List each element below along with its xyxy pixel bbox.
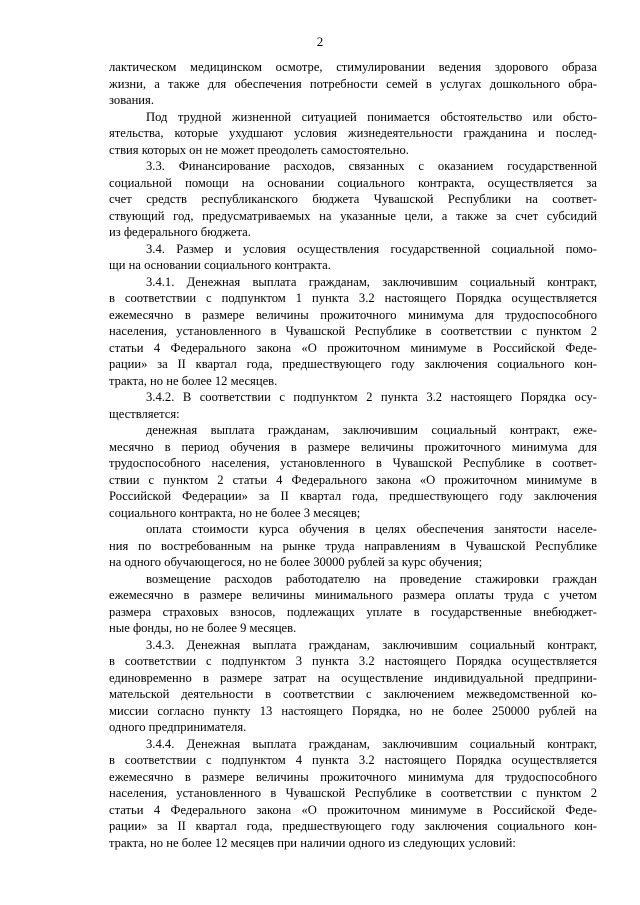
text-line: счет средств республиканского бюджета Чувашской Республики на соответ- bbox=[109, 192, 597, 206]
page-number: 2 bbox=[316, 34, 324, 49]
text-line: социального контракта, но не более 3 месяцев; bbox=[109, 505, 361, 520]
text-line: зования. bbox=[109, 93, 154, 107]
text-line: в соответствии с подпунктом 4 пункта 3.2 настоящего Порядка осуществляется bbox=[109, 753, 597, 767]
text-line: из федерального бюджета. bbox=[109, 225, 251, 239]
text-line: ежемесячно в размере величины прожиточного минимума для трудоспособного bbox=[109, 769, 597, 784]
text-line: денежная выплата гражданам, заключившим социальный контракт, еже- bbox=[146, 423, 597, 437]
text-line: ежемесячно в размере величины минимального размера оплаты труда с учетом bbox=[109, 588, 597, 602]
text-line: статьи 4 Федерального закона «О прожиточном минимуме в Российской Феде- bbox=[109, 802, 597, 817]
text-line: 3.4.1. Денежная выплата гражданам, заключившим социальный контракт, bbox=[146, 274, 597, 289]
text-line: ствия которых он не может преодолеть самостоятельно. bbox=[109, 142, 409, 157]
text-line: на одного обучающегося, но не более 30000 рублей за курс обучения; bbox=[109, 555, 483, 569]
body-text bbox=[109, 59, 597, 851]
text-line: 3.3. Финансирование расходов, связанных с оказанием государственной bbox=[146, 159, 597, 173]
text-line: лактическом медицинском осмотре, стимулировании ведения здорового образа bbox=[109, 60, 597, 74]
text-line: тракта, но не более 12 месяцев при наличии одного из следующих условий: bbox=[109, 835, 516, 850]
text-line: 3.4.3. Денежная выплата гражданам, заключившим социальный контракт, bbox=[146, 637, 597, 652]
text-line: размера страховых взносов, подлежащих уплате в государственные внебюджет- bbox=[109, 604, 597, 619]
text-line: миссии согласно пункту 13 настоящего Порядка, но не более 250000 рублей на bbox=[109, 703, 597, 718]
text-line: в соответствии с подпунктом 1 пункта 3.2 настоящего Порядка осуществляется bbox=[109, 291, 597, 305]
text-line: Российской Федерации» за II квартал года, предшествующего году заключения bbox=[109, 489, 597, 503]
text-line: единовременно в размере затрат на осуществление индивидуальной предприни- bbox=[109, 670, 597, 685]
text-line: рации» за II квартал года, предшествующего году заключения социального кон- bbox=[109, 357, 597, 371]
text-line: 3.4.2. В соответствии с подпунктом 2 пункта 3.2 настоящего Порядка осу- bbox=[146, 390, 597, 404]
text-line: в соответствии с подпунктом 3 пункта 3.2 настоящего Порядка осуществляется bbox=[109, 654, 597, 668]
text-line: жизни, а также для обеспечения потребности семей в услугах дошкольного обра- bbox=[109, 76, 597, 91]
text-line: возмещение расходов работодателю на проведение стажировки граждан bbox=[146, 571, 597, 586]
text-line: населения, установленного в Чувашской Республике в соответствии с пунктом 2 bbox=[109, 786, 597, 800]
text-line: ежемесячно в размере величины прожиточного минимума для трудоспособного bbox=[109, 307, 597, 322]
text-line: рации» за II квартал года, предшествующего году заключения социального кон- bbox=[109, 819, 597, 833]
text-line: ствии с пунктом 2 статьи 4 Федерального закона «О прожиточном минимуме в bbox=[109, 472, 597, 487]
text-line: 3.4. Размер и условия осуществления государственной социальной помо- bbox=[146, 241, 597, 256]
text-line: тракта, но не более 12 месяцев. bbox=[109, 373, 278, 388]
text-line: ствующий год, предусматриваемых на указанные цели, а также за счет субсидий bbox=[109, 208, 597, 223]
text-line: одного предпринимателя. bbox=[109, 720, 247, 734]
text-line: ные фонды, но не более 9 месяцев. bbox=[109, 621, 297, 635]
text-line: месячно в период обучения в размере величины прожиточного минимума для bbox=[109, 439, 597, 454]
text-line: Под трудной жизненной ситуацией понимается обстоятельство или обсто- bbox=[146, 109, 597, 124]
text-line: оплата стоимости курса обучения в целях обеспечения занятости населе- bbox=[146, 522, 597, 536]
text-line: социальной помощи на основании социального контракта, осуществляется за bbox=[109, 175, 597, 190]
text-line: ния по востребованным на рынке труда направлениям в Чувашской Республике bbox=[109, 538, 597, 553]
text-line: населения, установленного в Чувашской Республике в соответствии с пунктом 2 bbox=[109, 324, 597, 338]
text-line: щи на основании социального контракта. bbox=[109, 258, 331, 272]
text-line: трудоспособного населения, установленного в Чувашской Республике в соответ- bbox=[109, 456, 597, 470]
text-line: 3.4.4. Денежная выплата гражданам, заключившим социальный контракт, bbox=[146, 736, 597, 751]
text-line: ятельства, которые ухудшают условия жизнедеятельности гражданина и послед- bbox=[109, 126, 597, 140]
text-line: статьи 4 Федерального закона «О прожиточном минимуме в Российской Феде- bbox=[109, 340, 597, 355]
text-line: ществляется: bbox=[109, 406, 180, 421]
text-line: мательской деятельности в соответствии с заключением межведомственной ко- bbox=[109, 687, 597, 701]
